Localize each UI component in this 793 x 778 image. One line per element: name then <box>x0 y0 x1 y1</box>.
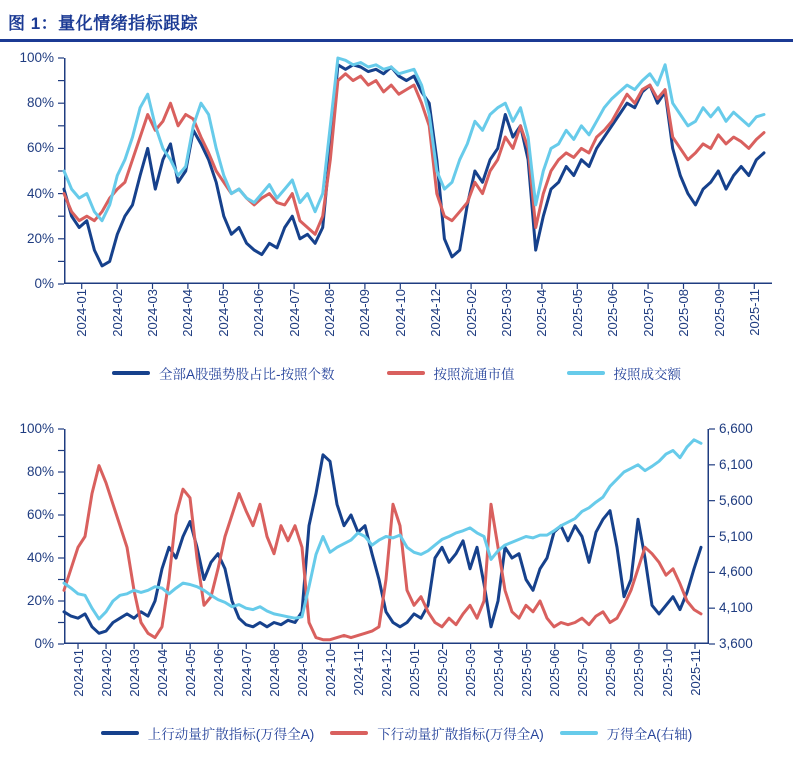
x-axis-label: 2025-10 <box>659 649 675 697</box>
x-axis-label: 2025-09 <box>631 649 647 697</box>
x-axis-label: 2024-05 <box>182 649 198 697</box>
x-axis-label: 2024-08 <box>322 289 338 337</box>
x-axis-label: 2024-06 <box>251 289 267 337</box>
x-axis-label: 2024-02 <box>98 649 114 697</box>
x-axis-label: 2024-10 <box>392 289 408 337</box>
x-axis-slot <box>560 289 595 351</box>
sentiment-ratio-chart <box>0 50 793 383</box>
x-axis-slot <box>260 649 288 711</box>
y-axis-tick-label: 0% <box>34 276 54 291</box>
x-axis-label: 2025-06 <box>605 289 621 337</box>
legend-label: 下行动量扩散指标(万得全A) <box>377 727 544 742</box>
legend-line-swatch <box>560 731 598 735</box>
x-axis-slot <box>485 649 513 711</box>
x-axis-label: 2024-04 <box>154 649 170 697</box>
series-line <box>64 74 764 235</box>
x-axis-slot <box>625 649 653 711</box>
x-axis-slot <box>666 289 701 351</box>
bottom-chart-legend <box>0 723 793 743</box>
x-axis-label: 2025-06 <box>547 649 563 697</box>
x-axis-label: 2025-05 <box>569 289 585 337</box>
figure-title: 图 1：量化情绪指标跟踪 <box>8 14 199 33</box>
x-axis-slot <box>489 289 524 351</box>
right-y-axis-tick-label: 6,100 <box>719 456 753 472</box>
legend-item <box>567 363 682 383</box>
x-axis-slot <box>344 649 372 711</box>
bottom-chart-right-axis-labels <box>709 421 783 651</box>
x-axis-slot <box>241 289 276 351</box>
y-axis-tick-label: 80% <box>26 95 54 111</box>
x-axis-label: 2025-11 <box>746 289 762 336</box>
legend-item <box>560 723 693 743</box>
x-axis-label: 2024-01 <box>70 649 86 697</box>
x-axis-label: 2025-04 <box>534 289 550 337</box>
right-y-axis-tick-label: 4,100 <box>719 600 753 616</box>
x-axis-slot <box>453 289 488 351</box>
x-axis-label: 2024-06 <box>210 649 226 697</box>
x-axis-label: 2024-07 <box>238 649 254 697</box>
y-axis-tick-label: 40% <box>26 550 54 565</box>
x-axis-label: 2025-11 <box>687 649 703 696</box>
x-axis-label: 2025-08 <box>603 649 619 697</box>
x-axis-slot <box>148 649 176 711</box>
x-axis-slot <box>170 289 205 351</box>
x-axis-label: 2024-12 <box>379 649 395 697</box>
legend-line-swatch <box>387 371 425 375</box>
x-axis-slot <box>204 649 232 711</box>
y-axis-tick-label: 100% <box>19 50 54 65</box>
x-axis-label: 2024-02 <box>109 289 125 337</box>
legend-line-swatch <box>567 371 605 375</box>
x-axis-slot <box>418 289 453 351</box>
right-y-axis-tick-label: 3,600 <box>719 636 753 651</box>
x-axis-slot <box>597 649 625 711</box>
legend-item <box>387 363 515 383</box>
legend-label: 按照流通市值 <box>433 367 515 382</box>
right-y-axis-tick-label: 4,600 <box>719 564 753 580</box>
x-axis-label: 2024-12 <box>428 289 444 337</box>
legend-label: 万得全A(右轴) <box>606 727 693 742</box>
x-axis-slot <box>595 289 630 351</box>
x-axis-slot <box>524 289 559 351</box>
x-axis-slot <box>206 289 241 351</box>
legend-item <box>101 723 315 743</box>
x-axis-label: 2024-09 <box>357 289 373 337</box>
x-axis-slot <box>176 649 204 711</box>
x-axis-slot <box>135 289 170 351</box>
legend-line-swatch <box>330 731 368 735</box>
top-chart-legend <box>0 363 793 383</box>
x-axis-label: 2024-01 <box>74 289 90 337</box>
legend-item <box>112 363 335 383</box>
series-line <box>64 58 764 221</box>
x-axis-label: 2024-03 <box>145 289 161 337</box>
x-axis-label: 2024-09 <box>294 649 310 697</box>
x-axis-slot <box>653 649 681 711</box>
figure-header <box>0 0 793 42</box>
x-axis-slot <box>681 649 709 711</box>
x-axis-slot <box>401 649 429 711</box>
legend-label: 全部A股强势股占比-按照个数 <box>159 367 335 382</box>
x-axis-label: 2025-03 <box>463 649 479 697</box>
y-axis-tick-label: 0% <box>34 636 54 651</box>
y-axis-tick-label: 20% <box>26 230 54 246</box>
bottom-chart-x-axis-labels <box>64 649 709 711</box>
x-axis-slot <box>737 289 772 351</box>
legend-line-swatch <box>101 731 139 735</box>
x-axis-label: 2025-04 <box>491 649 507 697</box>
x-axis-slot <box>541 649 569 711</box>
right-y-axis-tick-label: 5,600 <box>719 492 753 508</box>
right-y-axis-tick-label: 6,600 <box>719 421 753 436</box>
x-axis-label: 2025-01 <box>407 649 423 697</box>
top-chart-left-axis-labels <box>0 50 64 291</box>
x-axis-label: 2024-10 <box>322 649 338 697</box>
x-axis-slot <box>316 649 344 711</box>
y-axis-tick-label: 20% <box>26 593 54 608</box>
x-axis-slot <box>701 289 736 351</box>
y-axis-tick-label: 100% <box>19 421 54 436</box>
top-chart-plot <box>64 58 772 284</box>
x-axis-label: 2025-09 <box>711 289 727 337</box>
x-axis-slot <box>288 649 316 711</box>
x-axis-slot <box>64 289 99 351</box>
y-axis-tick-label: 80% <box>26 464 54 479</box>
x-axis-slot <box>513 649 541 711</box>
x-axis-label: 2025-03 <box>499 289 515 337</box>
x-axis-label: 2025-08 <box>676 289 692 337</box>
legend-item <box>330 723 544 743</box>
x-axis-slot <box>429 649 457 711</box>
x-axis-slot <box>312 289 347 351</box>
x-axis-label: 2025-05 <box>519 649 535 697</box>
x-axis-label: 2024-07 <box>286 289 302 337</box>
x-axis-label: 2024-05 <box>215 289 231 337</box>
x-axis-slot <box>120 649 148 711</box>
legend-label: 按照成交额 <box>613 367 681 382</box>
x-axis-slot <box>569 649 597 711</box>
x-axis-slot <box>347 289 382 351</box>
x-axis-slot <box>631 289 666 351</box>
x-axis-label: 2024-04 <box>180 289 196 337</box>
legend-line-swatch <box>112 371 150 375</box>
x-axis-label: 2024-08 <box>266 649 282 697</box>
x-axis-label: 2025-07 <box>640 289 656 337</box>
bottom-chart-plot <box>64 429 709 644</box>
right-y-axis-tick-label: 5,100 <box>719 528 753 544</box>
x-axis-label: 2025-02 <box>463 289 479 337</box>
x-axis-slot <box>383 289 418 351</box>
top-chart-x-axis-labels <box>64 289 772 351</box>
x-axis-slot <box>92 649 120 711</box>
x-axis-slot <box>64 649 92 711</box>
y-axis-tick-label: 40% <box>26 185 54 201</box>
x-axis-label: 2025-07 <box>575 649 591 697</box>
x-axis-slot <box>373 649 401 711</box>
x-axis-slot <box>232 649 260 711</box>
y-axis-tick-label: 60% <box>26 507 54 522</box>
x-axis-slot <box>99 289 134 351</box>
legend-label: 上行动量扩散指标(万得全A) <box>147 727 315 742</box>
x-axis-label: 2025-02 <box>435 649 451 697</box>
title-underline <box>0 39 793 42</box>
x-axis-label: 2024-11 <box>350 649 366 696</box>
momentum-diffusion-chart <box>0 421 793 743</box>
y-axis-tick-label: 60% <box>26 140 54 156</box>
x-axis-slot <box>276 289 311 351</box>
x-axis-slot <box>457 649 485 711</box>
bottom-chart-left-axis-labels <box>0 421 64 651</box>
x-axis-label: 2024-03 <box>126 649 142 697</box>
